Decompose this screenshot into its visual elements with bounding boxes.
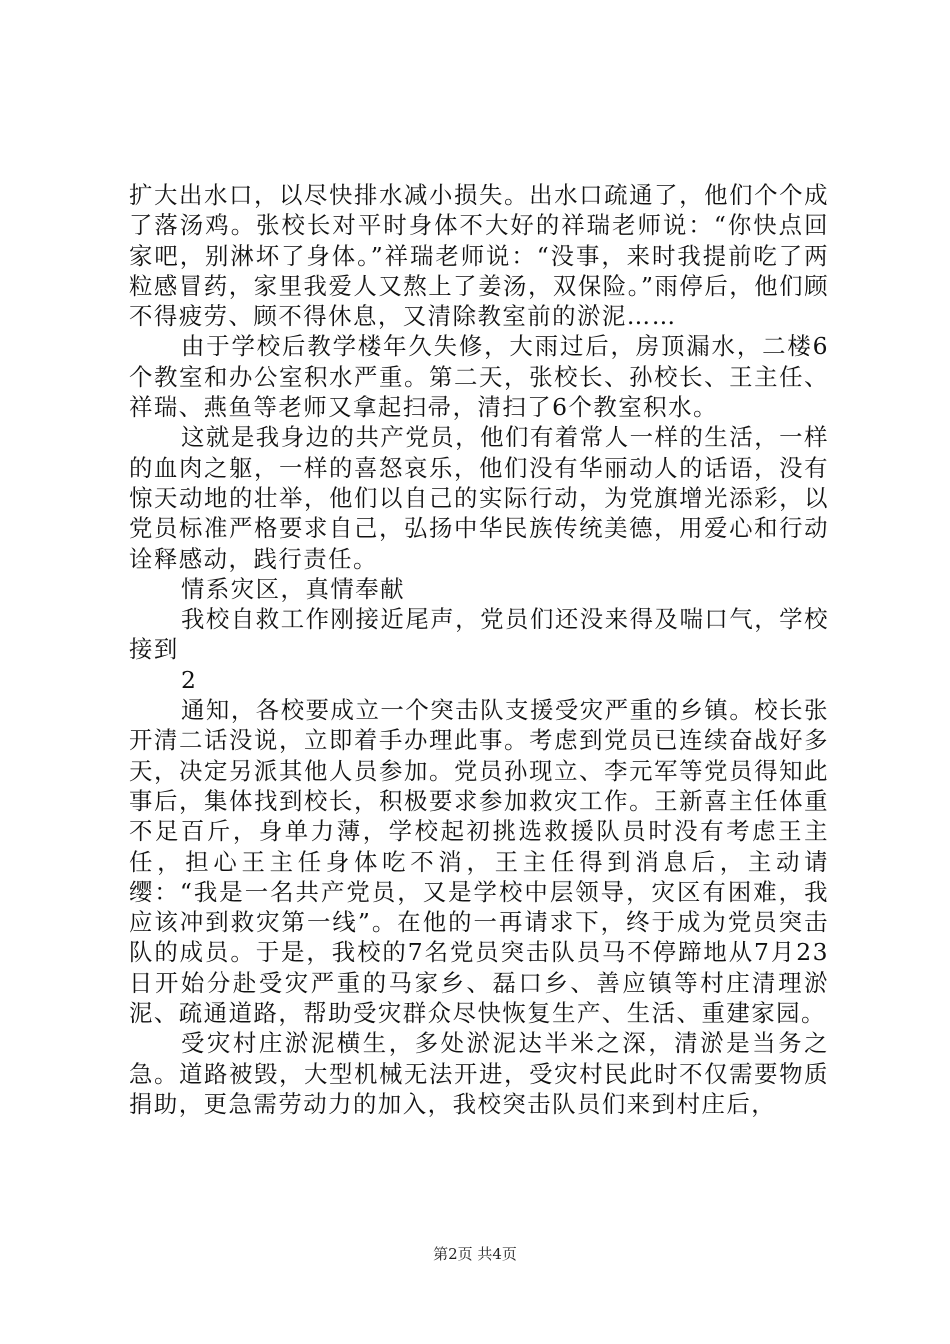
- paragraph-2: 由于学校后教学楼年久失修，大雨过后，房顶漏水，二楼6个教室和办公室积水严重。第二天，张校长、孙校长、王主任、祥瑞、燕鱼等老师又拿起扫帚，清扫了6个教室积水。: [129, 332, 829, 422]
- section-heading: 情系灾区，真情奉献: [181, 574, 406, 603]
- paragraph-5: 通知，各校要成立一个突击队支援受灾严重的乡镇。校长张开清二话没说，立即着手办理此事。考虑到党员已连续奋战好多天，决定另派其他人员参加。党员孙现立、李元军等党员得知此事后，集体找到校长，积极要求参加救灾工作。王新喜主任体重不足百斤，身单力薄，学校起初挑选救援队员时没有考虑王主任，担心王主任身体吃不消，王主任得到消息后，主动请缨：“我是一名共产党员，又是学校中层领导，灾区有困难，我应该冲到救灾第一线”。在他的一再请求下，终于成为党员突击队的成员。于是，我校的7名党员突击队员马不停蹄地从7月23日开始分赴受灾严重的马家乡、磊口乡、善应镇等村庄清理淤泥、疏通道路，帮助受灾群众尽快恢复生产、生活、重建家园。: [129, 696, 829, 1028]
- page-footer: 第2页 共4页: [433, 1245, 517, 1263]
- paragraph-6: 受灾村庄淤泥横生，多处淤泥达半米之深，清淤是当务之急。道路被毁，大型机械无法开进，受灾村民此时不仅需要物质捐助，更急需劳动力的加入，我校突击队员们来到村庄后，: [129, 1029, 829, 1118]
- paragraph-4: 我校自救工作刚接近尾声，党员们还没来得及喘口气，学校接到: [129, 605, 829, 664]
- paragraph-1: 扩大出水口，以尽快排水减小损失。出水口疏通了，他们个个成了落汤鸡。张校长对平时身体不大好的祥瑞老师说：“你快点回家吧，别淋坏了身体。”祥瑞老师说：“没事，来时我提前吃了两粒感冒药，家里我爱人又熬上了姜汤，双保险。”雨停后，他们顾不得疲劳、顾不得休息，又清除教室前的淤泥……: [129, 181, 829, 331]
- paragraph-3: 这就是我身边的共产党员，他们有着常人一样的生活，一样的血肉之躯，一样的喜怒哀乐，他们没有华丽动人的话语，没有惊天动地的壮举，他们以自己的实际行动，为党旗增光添彩，以党员标准严格要求自己，弘扬中华民族传统美德，用爱心和行动诠释感动，践行责任。: [129, 423, 829, 573]
- inline-page-number: 2: [181, 665, 198, 694]
- document-body: [129, 180, 829, 1119]
